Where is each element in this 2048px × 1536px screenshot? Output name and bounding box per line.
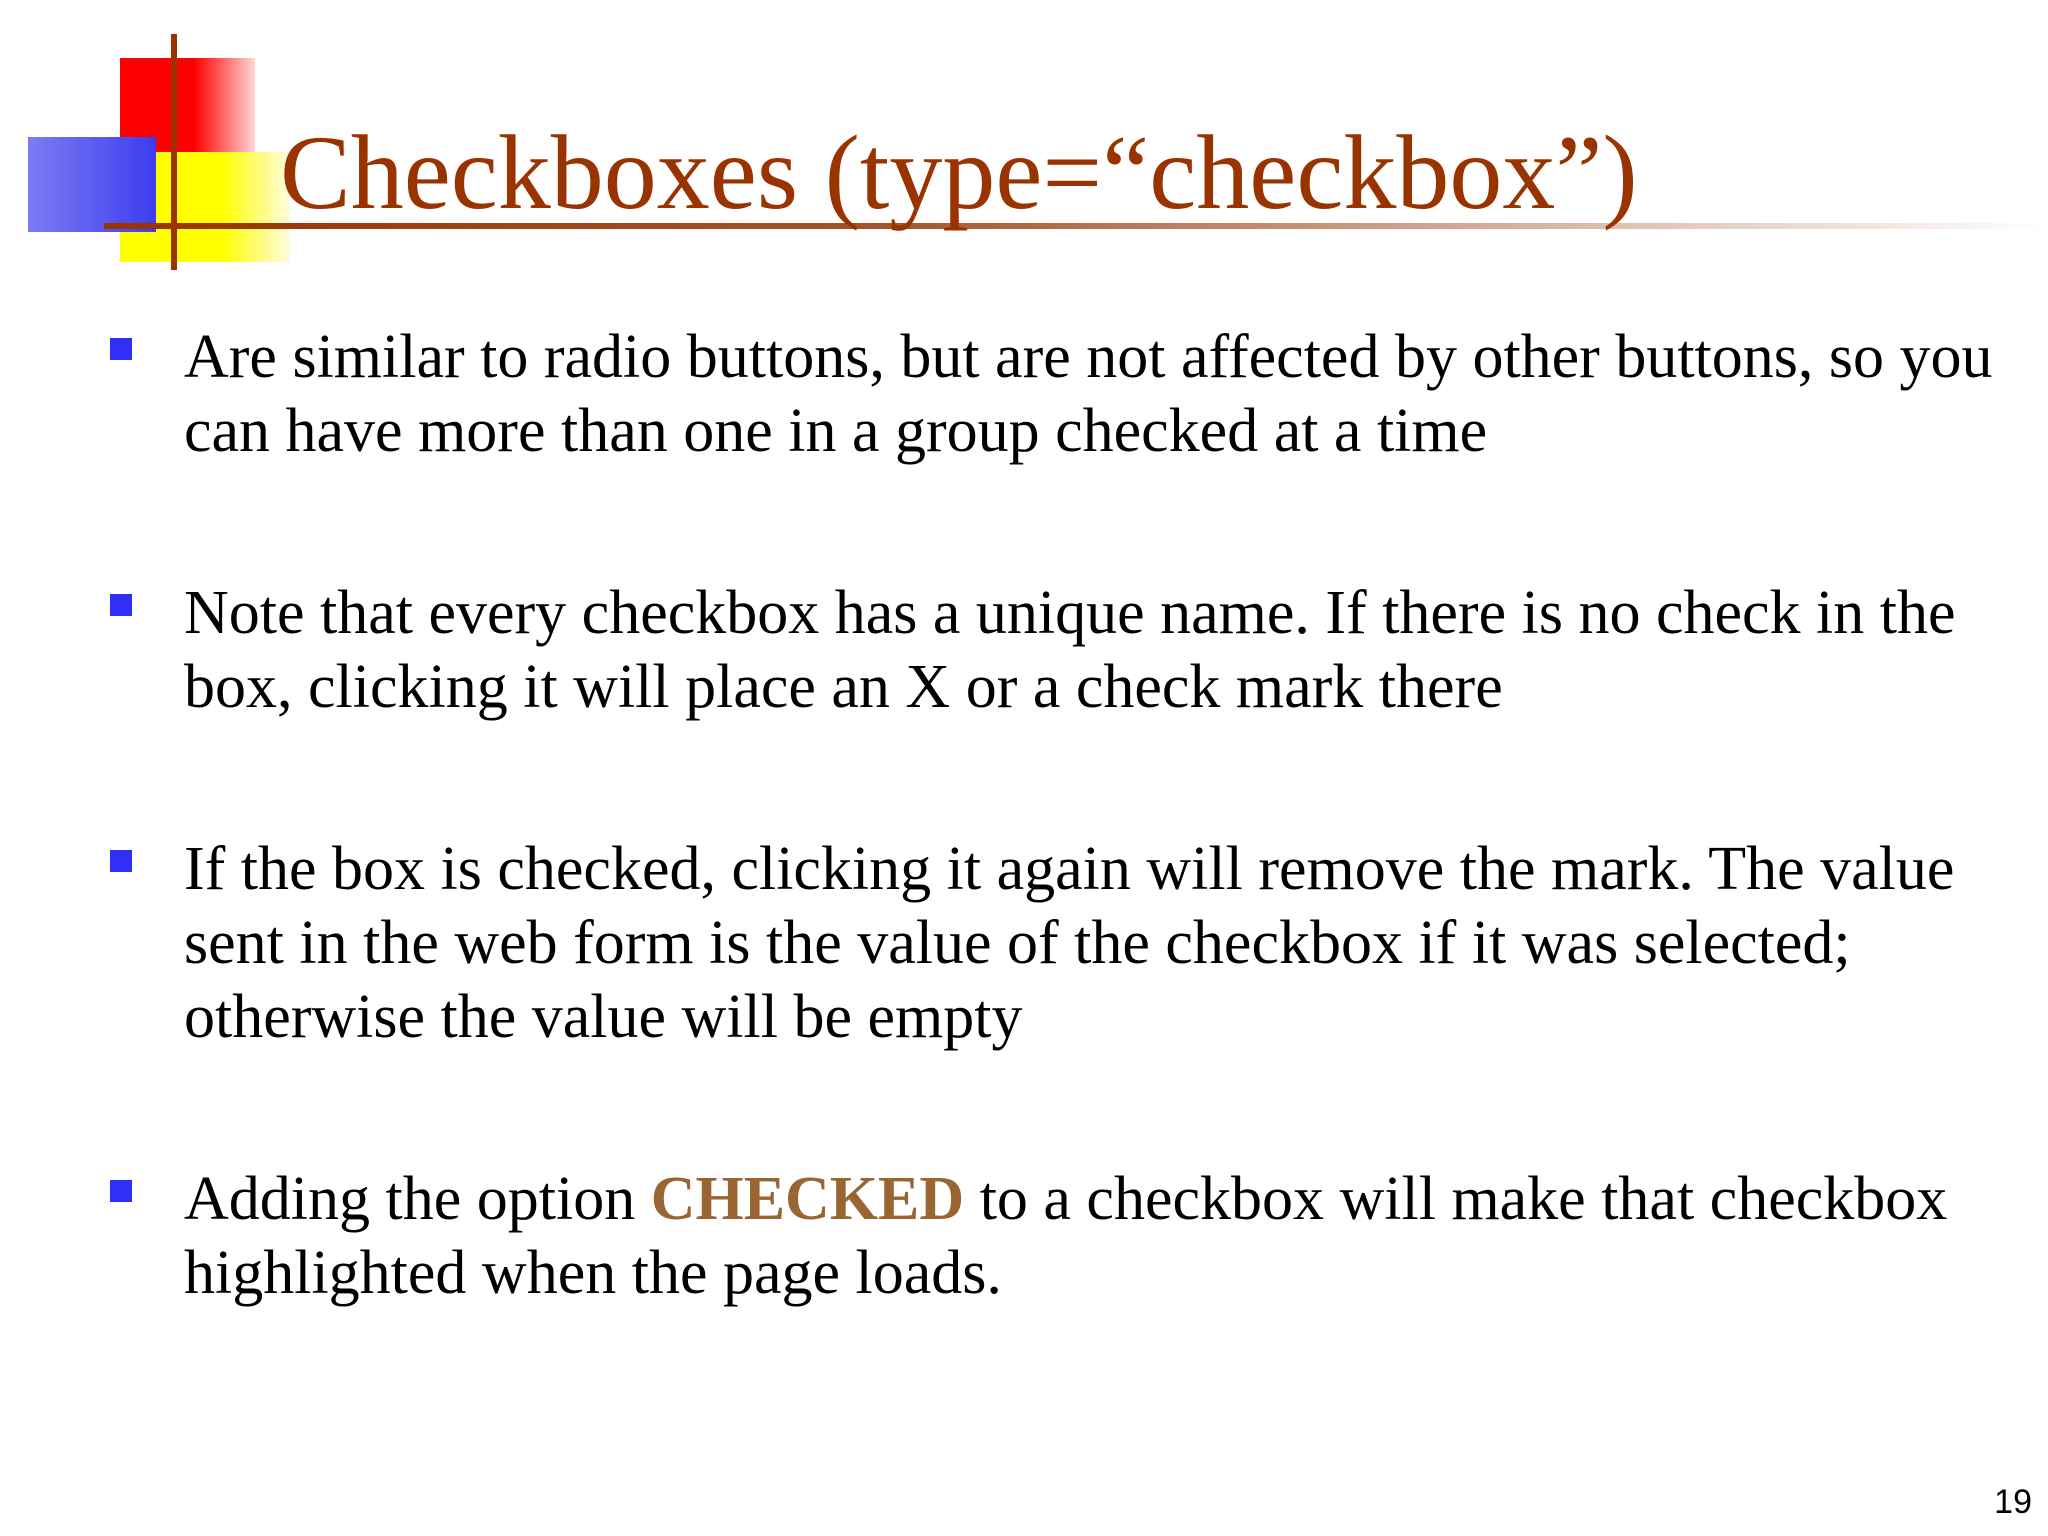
bullet-text: Note that every checkbox has a unique name. If there is no check in the box, clicking it will place an X or a check mark there: [184, 579, 1956, 721]
vertical-rule: [171, 34, 177, 270]
bullet-text: If the box is checked, clicking it again will remove the mark. The value sent in the web form is the value of the checkbox if it was selected; otherwise the value will be empty: [184, 835, 1955, 1051]
square-bullet-icon: [110, 1180, 132, 1202]
decorative-logo: [0, 0, 300, 280]
bullet-text-before: Adding the option: [184, 1165, 651, 1233]
square-bullet-icon: [110, 850, 132, 872]
page-number: 19: [1994, 1483, 2032, 1521]
bullet-text-after: to a checkbox will make that checkbox highlighted when the page loads.: [184, 1165, 1948, 1307]
blue-square: [28, 137, 156, 232]
checked-keyword: CHECKED: [650, 1165, 965, 1233]
square-bullet-icon: [110, 338, 132, 360]
bullet-text: Are similar to radio buttons, but are not affected by other buttons, so you can have more than one in a group checked at a time: [184, 323, 1993, 465]
slide-title: Checkboxes (type=“checkbox”): [280, 114, 1638, 231]
bullet-text: [184, 1162, 2014, 1310]
square-bullet-icon: [110, 594, 132, 616]
